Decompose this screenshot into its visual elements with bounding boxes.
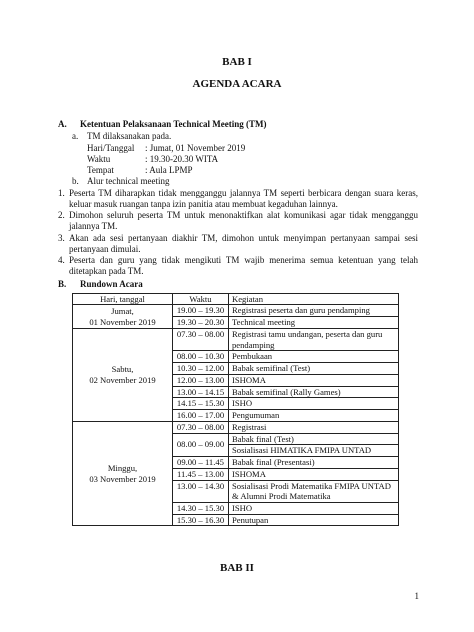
activity-cell: ISHO: [229, 502, 399, 514]
page-number: 1: [414, 591, 419, 601]
table-row: [73, 328, 399, 350]
detail-key: Tempat: [87, 165, 114, 175]
numbered-item: [58, 188, 418, 211]
time-cell: 15.30 – 16.30: [173, 514, 229, 526]
activity-cell: Babak final (Presentasi): [229, 457, 399, 469]
detail-value: : Aula LPMP: [145, 165, 193, 175]
numbered-item: [58, 255, 418, 278]
chapter-heading: BAB I: [222, 56, 252, 68]
detail-key: Waktu: [87, 153, 111, 164]
activity-cell: Babak semifinal (Rally Games): [229, 386, 399, 398]
item-number: 3.: [58, 232, 65, 243]
section-title: Rundown Acara: [80, 278, 143, 289]
item-number: 1.: [58, 187, 65, 198]
table-header-row: [73, 293, 399, 305]
time-cell: 07.30 – 08.00: [173, 421, 229, 433]
column-header: Waktu: [173, 293, 229, 305]
item-text: TM dilaksanakan pada.: [87, 131, 172, 142]
chapter-title: AGENDA ACARA: [192, 78, 282, 90]
day-cell: Jumat, 01 November 2019: [73, 305, 173, 328]
time-cell: 16.00 – 17.00: [173, 410, 229, 422]
item-text: Dimohon seluruh peserta TM untuk menonaktifkan alat komunikasi agar tidak mengganggu jalannya TM.: [69, 210, 418, 232]
time-cell: 19.30 – 20.30: [173, 317, 229, 329]
activity-cell: Penutupan: [229, 514, 399, 526]
activity-cell: Registrasi: [229, 421, 399, 433]
item-b: [58, 176, 418, 187]
time-cell: 08.00 – 09.00: [173, 433, 229, 456]
item-letter: b.: [72, 176, 79, 187]
time-cell: 10.30 – 12.00: [173, 363, 229, 375]
item-number: 2.: [58, 210, 65, 220]
item-letter: a.: [72, 131, 79, 142]
day-cell: Sabtu, 02 November 2019: [73, 328, 173, 421]
time-cell: 19.00 – 19.30: [173, 305, 229, 317]
activity-cell: ISHO: [229, 398, 399, 410]
document-body: [58, 119, 418, 526]
activity-cell: Registrasi tamu undangan, peserta dan guru pendamping: [229, 328, 399, 350]
section-title: Ketentuan Pelaksanaan Technical Meeting (TM): [80, 119, 267, 129]
numbered-item: [58, 233, 418, 256]
activity-cell: Technical meeting: [229, 317, 399, 329]
activity-cell: Babak semifinal (Test): [229, 363, 399, 375]
activity-cell: Registrasi peserta dan guru pendamping: [229, 305, 399, 317]
item-a: [58, 131, 418, 142]
detail-key: Hari/Tanggal: [87, 142, 135, 153]
detail-row: [87, 165, 418, 176]
time-cell: 09.00 – 11.45: [173, 457, 229, 469]
activity-cell: ISHOMA: [229, 374, 399, 386]
section-letter: B.: [58, 278, 67, 289]
activity-cell: Sosialisasi Prodi Matematika FMIPA UNTAD & Alumni Prodi Matematika: [229, 480, 399, 502]
column-header: Hari, tanggal: [73, 293, 173, 305]
activity-cell: Babak final (Test): [229, 433, 399, 445]
item-text: Peserta TM diharapkan tidak mengganggu jalannya TM seperti berbicara dengan suara keras, keluar masuk ruangan tanpa izin panitia atau membuat kegaduhan lainnya.: [69, 187, 418, 209]
detail-value: : 19.30-20.30 WITA: [145, 153, 219, 164]
column-header: Kegiatan: [229, 293, 399, 305]
time-cell: 08.00 – 10.30: [173, 351, 229, 363]
table-row: [73, 305, 399, 317]
table-row: [73, 421, 399, 433]
item-number: 4.: [58, 255, 65, 265]
section-b-heading: [58, 279, 418, 290]
item-text: Peserta dan guru yang tidak mengikuti TM wajib menerima semua ketentuan yang telah ditetapkan pada TM.: [69, 255, 418, 277]
day-cell: Minggu, 03 November 2019: [73, 421, 173, 526]
time-cell: 07.30 – 08.00: [173, 328, 229, 350]
time-cell: 13.00 – 14.30: [173, 480, 229, 502]
item-text: Akan ada sesi pertanyaan diakhir TM, dimohon untuk menyimpan pertanyaan sampai sesi pertanyaan dimulai.: [69, 232, 418, 254]
activity-cell: Pembukaan: [229, 351, 399, 363]
chapter-heading: BAB II: [220, 562, 254, 574]
activity-cell: Pengumuman: [229, 410, 399, 422]
time-cell: 12.00 – 13.00: [173, 374, 229, 386]
time-cell: 14.15 – 15.30: [173, 398, 229, 410]
detail-row: [87, 154, 418, 165]
detail-row: [87, 143, 418, 154]
detail-value: : Jumat, 01 November 2019: [145, 142, 246, 153]
item-text: Alur technical meeting: [87, 176, 170, 187]
activity-cell: Sosialisasi HIMATIKA FMIPA UNTAD: [229, 445, 399, 457]
activity-cell: ISHOMA: [229, 468, 399, 480]
section-letter: A.: [58, 119, 67, 129]
section-a-heading: [58, 119, 418, 130]
time-cell: 14.30 – 15.30: [173, 502, 229, 514]
rundown-table: [72, 293, 399, 527]
time-cell: 13.00 – 14.15: [173, 386, 229, 398]
time-cell: 11.45 – 13.00: [173, 468, 229, 480]
numbered-item: [58, 210, 418, 233]
